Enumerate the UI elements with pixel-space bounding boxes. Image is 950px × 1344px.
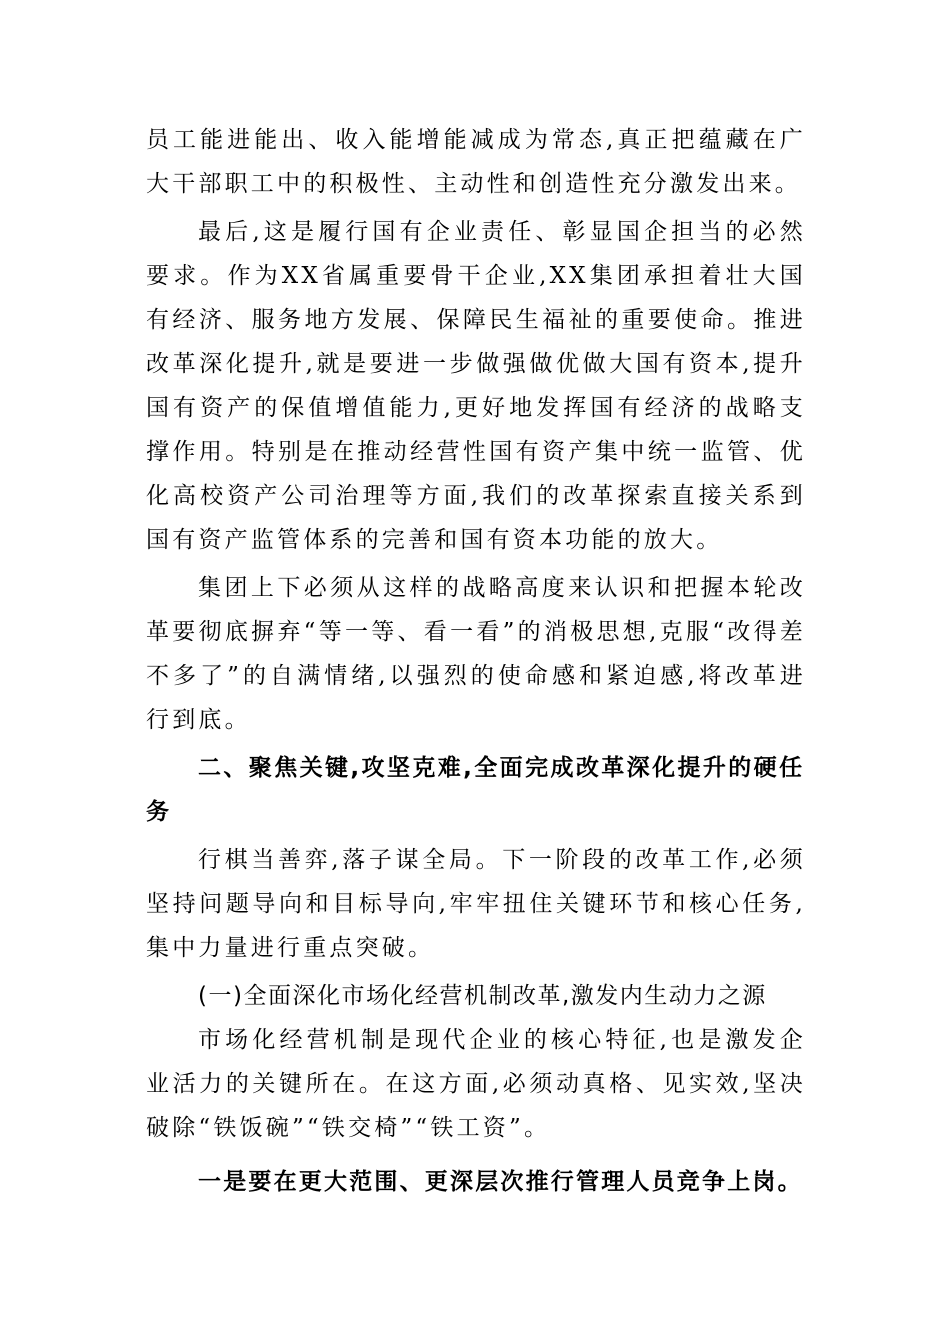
paragraph-group-mindset: 集团上下必须从这样的战略高度来认识和把握本轮改革要彻底摒弃“等一等、看一看”的消极思想,克服“改得差不多了”的自满情绪,以强烈的使命感和紧迫感,将改革进行到底。 [146,575,806,733]
subsection-heading-one: (一)全面深化市场化经营机制改革,激发内生动力之源 [198,983,767,1009]
paragraph-finally: 最后,这是履行国有企业责任、彰显国企担当的必然要求。作为XX省属重要骨干企业,XX集团承担着壮大国有经济、服务地方发展、保障民生福祉的重要使命。推进改革深化提升,就是要进一步做强做优做大国有资本,提升国有资产的保值增值能力,更好地发挥国有经济的战略支撑作用。特别是在推动经营性国有资产集中统一监管、优化高校资产公司治理等方面,我们的改革探索直接关系到国有资产监管体系的完善和国有资本功能的放大。 [146,219,806,553]
paragraph-continuation: 员工能进能出、收入能增能减成为常态,真正把蕴藏在广大干部职工中的积极性、主动性和创造性充分激发出来。 [146,127,806,197]
document-body [146,118,806,1204]
paragraph-chess-metaphor: 行棋当善弈,落子谋全局。下一阶段的改革工作,必须坚持问题导向和目标导向,牢牢扭住关键环节和核心任务,集中力量进行重点突破。 [146,847,806,961]
emphasis-point-one: 一是要在更大范围、更深层次推行管理人员竞争上岗。 [198,1168,803,1195]
section-heading-two: 二、聚焦关键,攻坚克难,全面完成改革深化提升的硬任务 [146,755,805,825]
paragraph-market-mechanism: 市场化经营机制是现代企业的核心特征,也是激发企业活力的关键所在。在这方面,必须动真格、见实效,坚决破除“铁饭碗”“铁交椅”“铁工资”。 [146,1027,806,1141]
